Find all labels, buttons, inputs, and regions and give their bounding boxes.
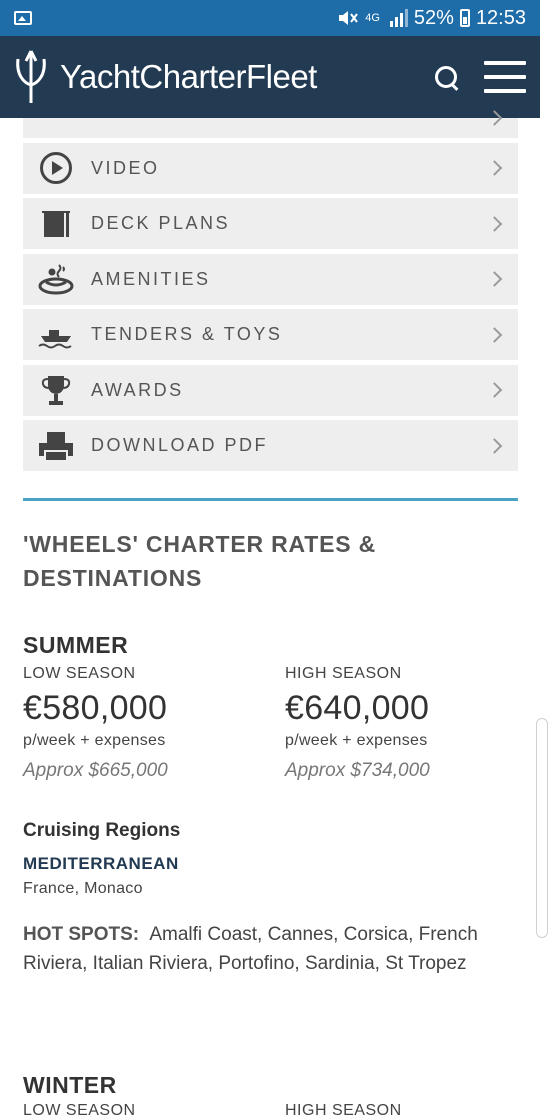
deck-plans-icon: [39, 207, 73, 241]
menu-item-label: DOWNLOAD PDF: [91, 435, 269, 455]
clock: 12:53: [475, 6, 526, 29]
price-approx-usd: Approx $734,000: [285, 760, 430, 781]
price-terms: p/week + expenses: [23, 732, 166, 749]
season-label: HIGH SEASON: [285, 665, 402, 682]
chevron-right-icon: [487, 382, 503, 398]
menu-item-specifications[interactable]: [23, 118, 518, 138]
season-label: LOW SEASON: [23, 665, 136, 682]
battery-icon: [460, 9, 470, 27]
chevron-right-icon: [487, 327, 503, 343]
boat-icon: [39, 318, 73, 352]
section-divider: [23, 498, 518, 501]
battery-percent: 52%: [413, 6, 454, 29]
winter-high-season-label: HIGH SEASON: [285, 1102, 402, 1119]
gallery-notification-icon: [14, 11, 32, 25]
menu-item-label: VIDEO: [91, 157, 160, 178]
chevron-right-icon: [487, 271, 503, 287]
signal-icon: [386, 8, 408, 28]
status-bar: [0, 0, 540, 36]
price-approx-usd: Approx $665,000: [23, 760, 168, 781]
hot-spots-list: Amalfi Coast, Cannes, Corsica, French Riviera, Italian Riviera, Portofino, Sardinia, St Tropez: [23, 924, 478, 974]
region-countries: France, Monaco: [23, 880, 143, 897]
trophy-icon: [39, 373, 73, 407]
hot-tub-icon: [39, 262, 73, 296]
winter-low-season-label: LOW SEASON: [23, 1102, 136, 1119]
cruising-regions-title: Cruising Regions: [23, 820, 181, 841]
summer-low-season: [23, 665, 168, 782]
menu-item-label: DECK PLANS: [91, 213, 231, 233]
menu-item-label: AMENITIES: [91, 268, 211, 289]
printer-icon: [39, 429, 73, 463]
chevron-right-icon: [487, 160, 503, 176]
yacht-section-menu: [23, 118, 518, 476]
hamburger-menu-icon[interactable]: [484, 61, 526, 93]
site-header: [0, 36, 540, 118]
region-link-mediterranean[interactable]: MEDITERRANEAN: [23, 854, 179, 873]
menu-item-deck-plans[interactable]: [23, 198, 518, 249]
winter-heading: WINTER: [23, 1072, 117, 1098]
search-icon[interactable]: [432, 63, 460, 91]
chevron-right-icon: [487, 438, 503, 454]
play-circle-icon: [39, 151, 73, 185]
hot-spots: [23, 920, 518, 978]
menu-item-video[interactable]: [23, 143, 518, 194]
hot-spots-label: HOT SPOTS:: [23, 924, 140, 945]
brand-logo-text[interactable]: YachtCharterFleet: [60, 58, 317, 95]
season-price: €580,000: [23, 689, 168, 727]
season-price: €640,000: [285, 689, 430, 727]
price-terms: p/week + expenses: [285, 732, 428, 749]
summer-high-season: [285, 665, 430, 782]
charter-rates-title: 'WHEELS' CHARTER RATES & DESTINATIONS: [23, 531, 376, 591]
summer-heading: SUMMER: [23, 632, 129, 658]
menu-item-tenders-toys[interactable]: [23, 309, 518, 360]
network-type: 4G: [365, 12, 380, 24]
menu-item-amenities[interactable]: [23, 254, 518, 305]
trident-logo-icon[interactable]: [14, 49, 48, 105]
status-right: [337, 7, 526, 30]
chevron-right-icon: [487, 216, 503, 232]
menu-item-label: TENDERS & TOYS: [91, 324, 283, 344]
menu-item-awards[interactable]: [23, 365, 518, 416]
mute-icon: [337, 8, 359, 28]
menu-item-label: AWARDS: [91, 379, 184, 400]
edge-panel-handle[interactable]: [536, 718, 548, 938]
menu-item-download-pdf[interactable]: [23, 420, 518, 471]
